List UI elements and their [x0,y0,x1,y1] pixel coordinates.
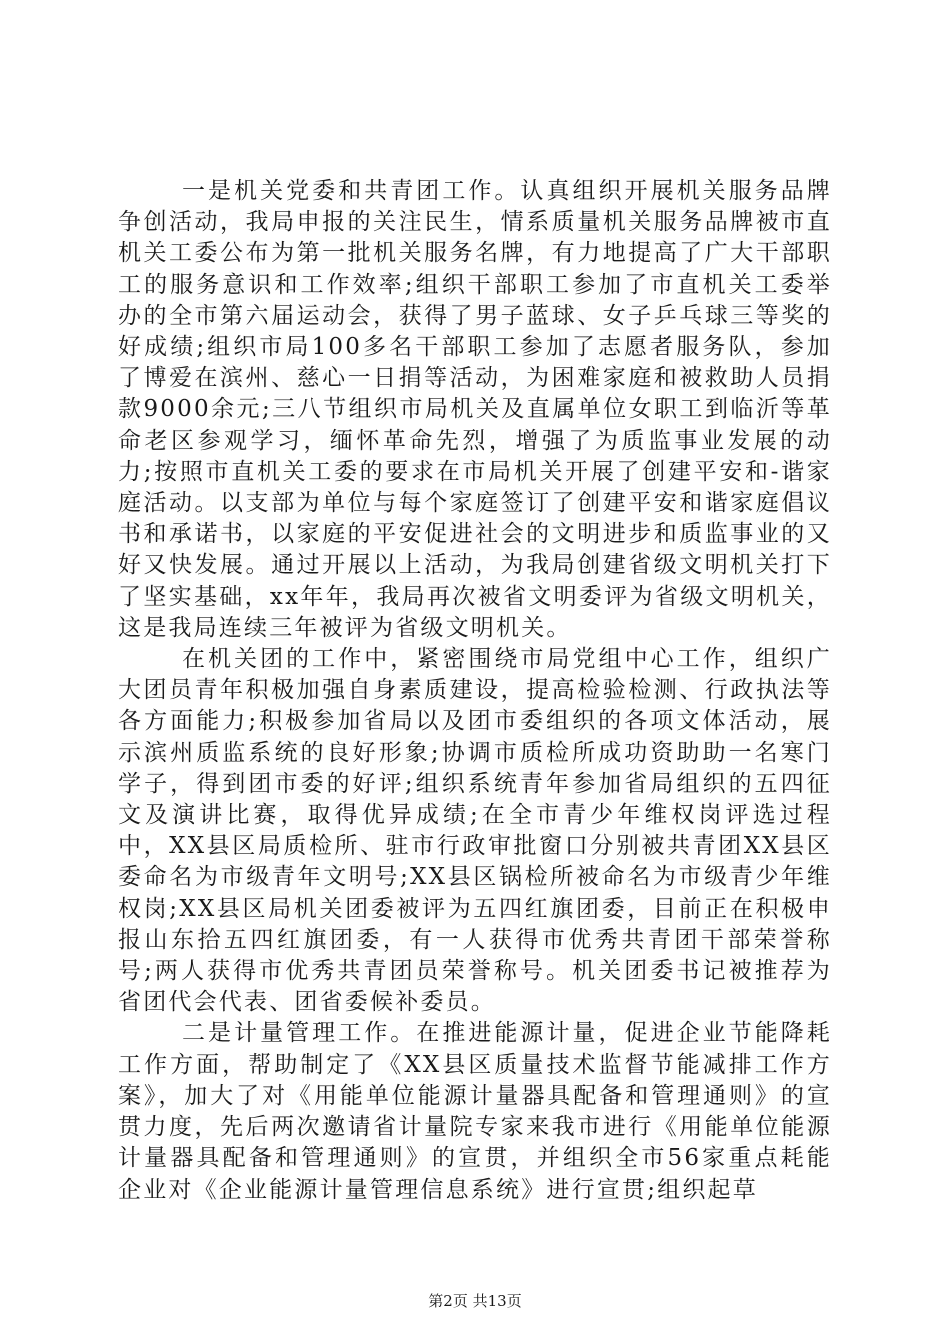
paragraph-youth-league: 在机关团的工作中，紧密围绕市局党组中心工作，组织广大团员青年积极加强自身素质建设，提高检验检测、行政执法等各方面能力;积极参加省局以及团市委组织的各项文体活动，展示滨州质监系统的良好形象;协调市质检所成功资助助一名寒门学子，得到团市委的好评;组织系统青年参加省局组织的五四征文及演讲比赛，取得优异成绩;在全市青少年维权岗评选过程中，XX县区局质检所、驻市行政审批窗口分别被共青团XX县区委命名为市级青年文明号;XX县区锅检所被命名为市级青少年维权岗;XX县区局机关团委被评为五四红旗团委，目前正在积极申报山东拾五四红旗团委，有一人获得市优秀共青团干部荣誉称号;两人获得市优秀共青团员荣誉称号。机关团委书记被推荐为省团代会代表、团省委候补委员。 [118,646,832,1016]
page-footer: 第2页 共13页 [428,1292,522,1310]
document-body [118,176,832,1206]
paragraph-metrology: 二是计量管理工作。在推进能源计量，促进企业节能降耗工作方面，帮助制定了《XX县区质量技术监督节能减排工作方案》，加大了对《用能单位能源计量器具配备和管理通则》的宣贯力度，先后两次邀请省计量院专家来我市进行《用能单位能源计量器具配备和管理通则》的宣贯，并组织全市56家重点耗能企业对《企业能源计量管理信息系统》进行宣贯;组织起草 [118,1020,832,1203]
paragraph-party-committee: 一是机关党委和共青团工作。认真组织开展机关服务品牌争创活动，我局申报的关注民生，情系质量机关服务品牌被市直机关工委公布为第一批机关服务名牌，有力地提高了广大干部职工的服务意识和工作效率;组织干部职工参加了市直机关工委举办的全市第六届运动会，获得了男子蓝球、女子乒乓球三等奖的好成绩;组织市局100多名干部职工参加了志愿者服务队，参加了博爱在滨州、慈心一日捐等活动，为困难家庭和被救助人员捐款9000余元;三八节组织市局机关及直属单位女职工到临沂等革命老区参观学习，缅怀革命先烈，增强了为质监事业发展的动力;按照市直机关工委的要求在市局机关开展了创建平安和-谐家庭活动。以支部为单位与每个家庭签订了创建平安和谐家庭倡议书和承诺书，以家庭的平安促进社会的文明进步和质监事业的又好又快发展。通过开展以上活动，为我局创建省级文明机关打下了坚实基础，xx年年，我局再次被省文明委评为省级文明机关，这是我局连续三年被评为省级文明机关。 [118,178,832,641]
